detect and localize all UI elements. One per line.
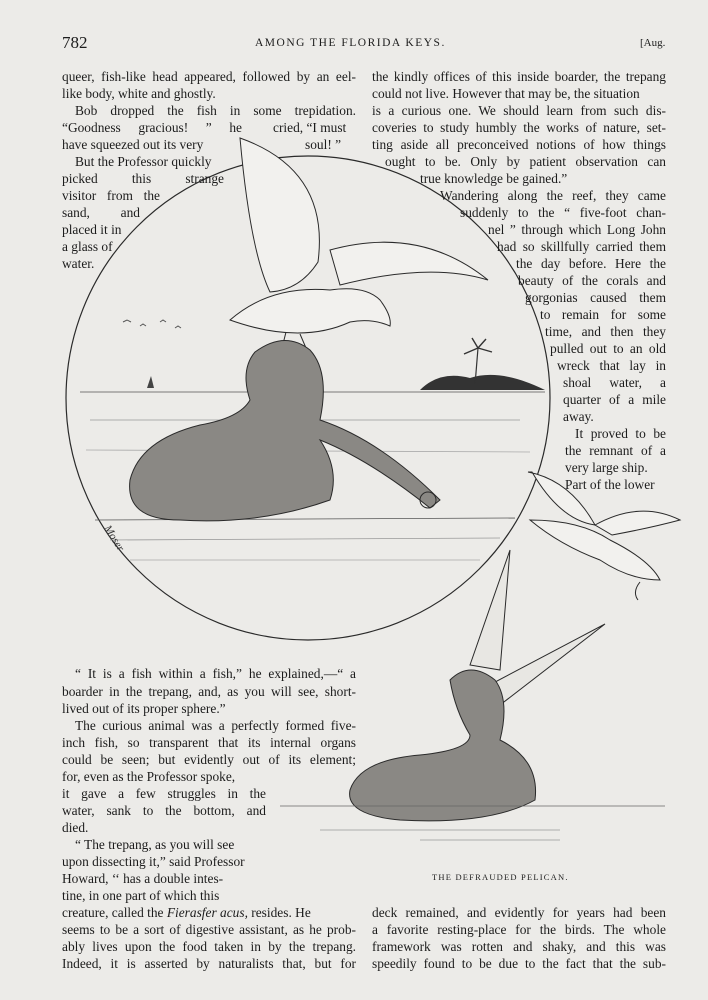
text-line: a favorite resting-place for the birds. The whole — [372, 922, 666, 937]
text-line: suddenly to the “ five-foot chan- — [460, 205, 666, 220]
text-line: to remain for some — [540, 307, 666, 322]
text-line: a glass of — [62, 239, 113, 254]
text-line — [62, 904, 356, 921]
text-line: inch fish, so transparent that its internal organs — [62, 735, 356, 750]
text-line: deck remained, and evidently for years had been — [372, 905, 666, 920]
text-line: true knowledge be gained.” — [420, 171, 568, 186]
text-line: soul! ” — [305, 137, 342, 152]
text-line: ting aside all preconceived notions of how things — [372, 137, 666, 152]
text-line: It proved to be — [575, 426, 666, 441]
text-line: gorgonias caused them — [525, 290, 666, 305]
text-line: Indeed, it is asserted by naturalists that, but for — [62, 956, 356, 971]
text-line: quarter of a mile — [563, 392, 666, 407]
text-line: queer, fish-like head appeared, followed by an eel- — [62, 69, 356, 84]
text-line: water, sank to the bottom, and — [62, 803, 266, 818]
running-title: AMONG THE FLORIDA KEYS. — [255, 37, 446, 49]
text-line: ought to be. Only by patient observation can — [385, 154, 666, 169]
text-line: visitor from the — [62, 188, 160, 203]
text-line: upon dissecting it,” said Professor — [62, 854, 245, 869]
text-span: resides. He — [251, 905, 311, 920]
text-line: the kindly offices of this inside boarder, the trepang — [372, 69, 666, 84]
text-line: placed it in — [62, 222, 122, 237]
seated-pelican — [130, 340, 440, 520]
text-line: sand, and — [62, 205, 140, 220]
text-line: lived out of its proper sphere.” — [62, 701, 226, 716]
artist-signature: Moser — [101, 523, 127, 554]
text-line: pulled out to an old — [550, 341, 666, 356]
text-line: framework was rotten and shaky, and this was — [372, 939, 666, 954]
text-line: Wandering along the reef, they came — [440, 188, 666, 203]
text-line: Part of the lower — [565, 477, 655, 492]
swimming-pelican — [350, 550, 605, 821]
text-line: But the Professor quickly — [75, 154, 212, 169]
island — [420, 338, 545, 390]
text-line: could be seen; but evidently out of its element; — [62, 752, 356, 767]
text-line: away. — [563, 409, 594, 424]
text-line: beauty of the corals and — [518, 273, 666, 288]
text-line: the remnant of a — [565, 443, 666, 458]
text-line: wreck that lay in — [557, 358, 666, 373]
text-line: the day before. Here the — [516, 256, 666, 271]
text-line: “ It is a fish within a fish,” he explained,—“ a — [75, 666, 356, 681]
text-line: water. — [62, 256, 95, 271]
page-number: 782 — [62, 33, 88, 52]
text-line: tine, in one part of which this — [62, 888, 220, 903]
text-line: for, even as the Professor spoke, — [62, 769, 236, 784]
species-name: Fierasfer acus, — [166, 905, 248, 920]
text-line: time, and then they — [545, 324, 666, 339]
text-line: cried, “I must — [273, 120, 347, 135]
figure-caption: THE DEFRAUDED PELICAN. — [432, 872, 569, 882]
text-line: died. — [62, 820, 89, 835]
sailboat — [147, 376, 154, 388]
text-line: coveries to study humbly the works of nature, set- — [372, 120, 666, 135]
text-line: have squeezed out its very — [62, 137, 204, 152]
text-line: it gave a few struggles in the — [62, 786, 266, 801]
text-line: ably lives upon the food taken in by the trepang. — [62, 939, 356, 954]
text-line: Bob dropped the fish in some trepidation. — [75, 103, 356, 118]
text-line: very large ship. — [565, 460, 648, 475]
text-line: Howard, ‘‘ has a double intes- — [62, 871, 224, 886]
text-line: speedily found to be due to the fact that the sub- — [372, 956, 666, 971]
birds-distant — [123, 320, 181, 328]
text-line: could not live. However that may be, the situation — [372, 86, 640, 101]
text-line: had so skillfully carried them — [497, 239, 666, 254]
text-line: seems to be a sort of digestive assistant, as he prob- — [62, 922, 356, 937]
text-line: picked this strange — [62, 171, 224, 186]
running-month: [Aug. — [640, 37, 666, 49]
text-line: is a curious one. We should learn from such dis- — [372, 103, 666, 118]
text-span: creature, called the — [62, 905, 164, 920]
text-line: nel ” through which Long John — [488, 222, 666, 237]
text-line: like body, white and ghostly. — [62, 86, 216, 101]
text-line: “ The trepang, as you will see — [75, 837, 235, 852]
text-line: “Goodness gracious! ” he — [62, 120, 242, 135]
text-line: boarder in the trepang, and, as you will see, short- — [62, 684, 356, 699]
text-line: The curious animal was a perfectly formed five- — [75, 718, 356, 733]
text-line: shoal water, a — [563, 375, 666, 390]
